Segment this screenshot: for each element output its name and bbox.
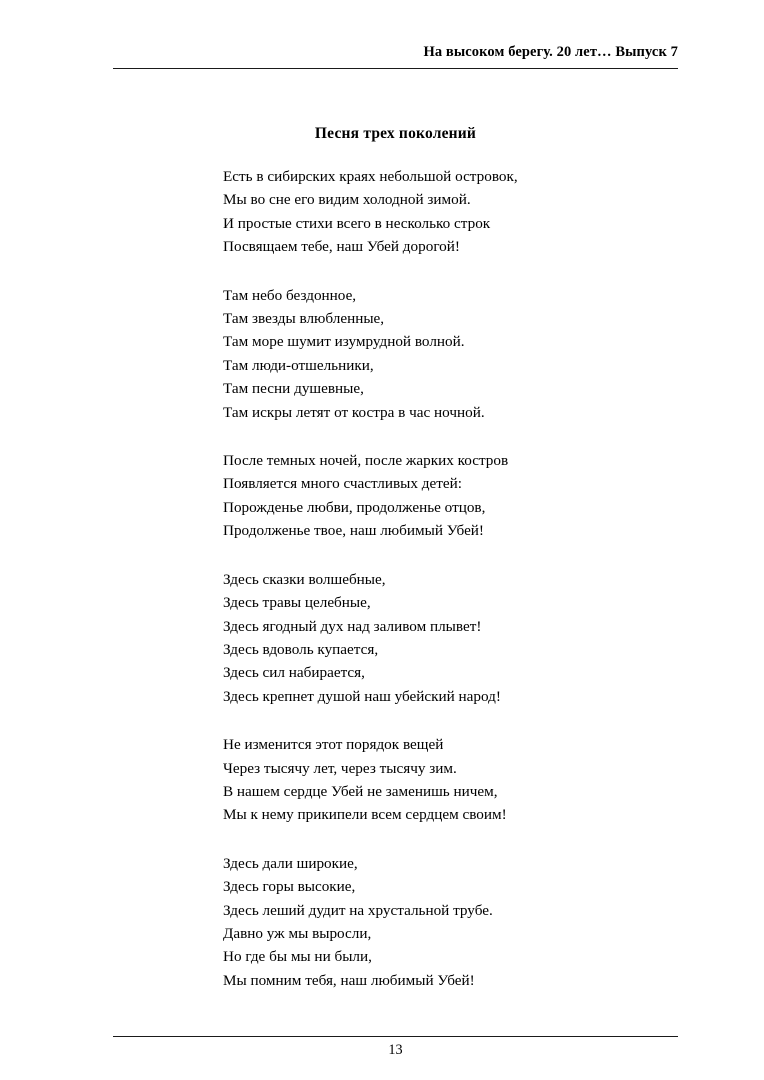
poem-stanza (223, 568, 678, 708)
poem-line: Там люди-отшельники, (223, 356, 374, 374)
header-rule (113, 68, 678, 69)
page-number: 13 (388, 1042, 403, 1058)
poem-line: Там песни душевные, (223, 380, 364, 398)
poem-line: Здесь дали широкие, (223, 854, 358, 872)
poem-line: Мы во сне его видим холодной зимой. (223, 191, 471, 209)
poem-line: После темных ночей, после жарких костров (223, 452, 509, 470)
poem-line: Через тысячу лет, через тысячу зим. (223, 759, 457, 777)
running-head: На высоком берегу. 20 лет… Выпуск 7 (423, 44, 678, 60)
poem-line: Давно уж мы выросли, (223, 924, 372, 942)
poem-line: Посвящаем тебе, наш Убей дорогой! (223, 238, 460, 256)
poem-line: Здесь горы высокие, (223, 878, 356, 896)
footer-rule (113, 1036, 678, 1037)
poem-line: В нашем сердце Убей не заменишь ничем, (223, 782, 498, 800)
page-content (113, 125, 678, 992)
poem-line: Здесь крепнет душой наш убейский народ! (223, 687, 501, 705)
poem-line: Но где бы мы ни были, (223, 948, 372, 966)
poem-line: Появляется много счастливых детей: (223, 475, 462, 493)
poem-line: Там небо бездонное, (223, 286, 357, 304)
poem-stanza (223, 449, 678, 543)
poem-line: Там море шумит изумрудной волной. (223, 333, 465, 351)
poem-line: Там звезды влюбленные, (223, 310, 385, 328)
poem-stanza (223, 284, 678, 424)
poem-line: Здесь леший дудит на хрустальной трубе. (223, 901, 493, 919)
poem-line: Мы к нему прикипели всем сердцем своим! (223, 806, 507, 824)
poem-line: Здесь сказки волшебные, (223, 570, 386, 588)
poem-body (113, 165, 678, 992)
poem-stanza (223, 733, 678, 827)
poem-line: Там искры летят от костра в час ночной. (223, 403, 485, 421)
poem-stanza (223, 852, 678, 992)
poem-line: Есть в сибирских краях небольшой островок, (223, 168, 518, 185)
poem-line: Продолженье твое, наш любимый Убей! (223, 522, 484, 540)
poem-line: Порожденье любви, продолженье отцов, (223, 498, 486, 516)
poem-line: Здесь ягодный дух над заливом плывет! (223, 617, 482, 635)
poem-title: Песня трех поколений (314, 125, 477, 142)
poem-line: Здесь вдоволь купается, (223, 640, 379, 658)
poem-line: И простые стихи всего в несколько строк (223, 214, 491, 232)
poem-line: Не изменится этот порядок вещей (223, 736, 444, 754)
poem-stanza (223, 165, 678, 259)
poem-line: Мы помним тебя, наш любимый Убей! (223, 971, 475, 989)
poem-line: Здесь сил набирается, (223, 664, 365, 682)
poem-line: Здесь травы целебные, (223, 594, 371, 612)
